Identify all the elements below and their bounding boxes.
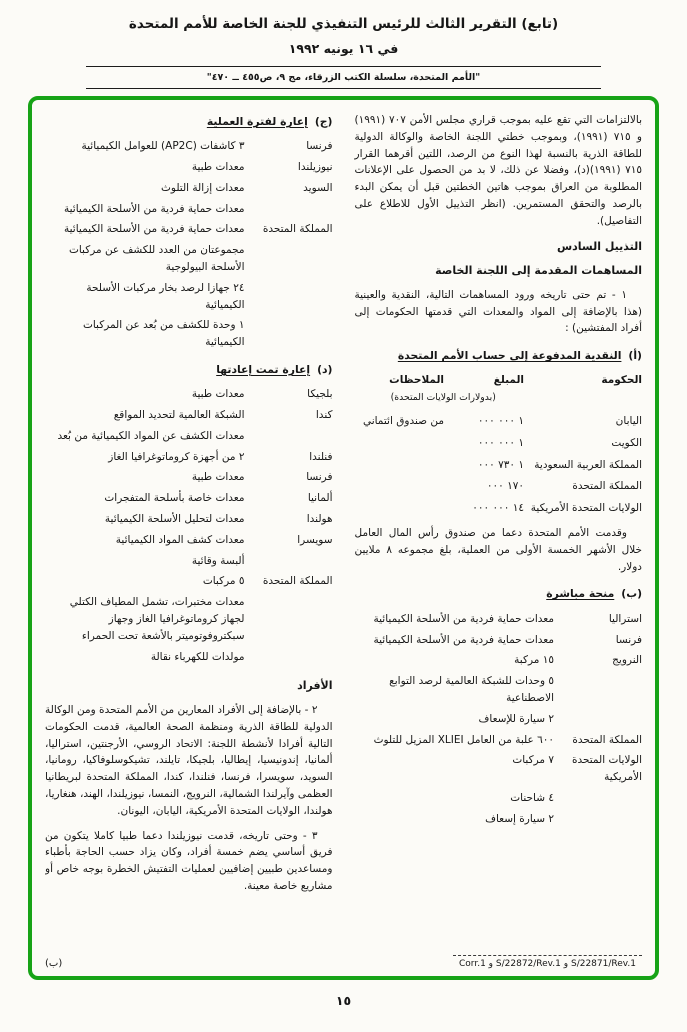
item-description: ١٥ مركبة — [514, 654, 554, 667]
returned-item — [45, 490, 333, 507]
table-row — [355, 500, 643, 517]
returned-item — [45, 428, 333, 445]
direct-grant-list — [355, 611, 643, 828]
item-description: مولدات للكهرباء نقالة — [150, 650, 245, 663]
country-label — [245, 649, 333, 666]
country-label — [245, 201, 333, 218]
item-description: معدات حماية فردية من الأسلحة الكيميائية — [64, 202, 245, 215]
amount-cell: ١ ٠٠٠ ٠٠٠ — [477, 436, 524, 449]
section-c-heading — [45, 113, 333, 130]
item-description: ٢ سيارة للإسعاف — [478, 712, 554, 725]
note-cell — [355, 478, 445, 495]
returned-item — [45, 553, 333, 570]
government-cell: اليابان — [615, 415, 642, 428]
document-header — [0, 0, 687, 89]
header-divider-bottom — [86, 88, 601, 89]
amount-cell: ١٧٠ ٠٠٠ — [486, 480, 524, 493]
item-description: معدات لتحليل الأسلحة الكيميائية — [104, 513, 245, 526]
section-b-heading — [355, 585, 643, 602]
country-label: النرويج — [612, 654, 642, 667]
government-cell: المملكة المتحدة — [572, 480, 642, 493]
item-description: ٥ مركبات — [202, 575, 245, 588]
table-row — [355, 478, 643, 495]
returned-item — [45, 649, 333, 666]
country-label: بلجيكا — [307, 388, 333, 401]
amount-cell: ١ ٧٣٠ ٠٠٠ — [477, 458, 524, 471]
loan-item — [45, 201, 333, 218]
item-description: معدات حماية فردية من الأسلحة الكيميائية — [373, 612, 554, 625]
returned-item — [45, 386, 333, 403]
item-description: ألبسة وقائية — [191, 554, 245, 567]
note-cell: من صندوق ائتماني — [362, 415, 444, 428]
personnel-heading: الأفراد — [297, 679, 333, 693]
footnote-row — [45, 951, 642, 969]
returned-item — [45, 532, 333, 549]
item-description: ٢ سيارة إسعاف — [485, 812, 554, 825]
page-number: ١٥ — [335, 993, 352, 1008]
loan-for-operation-list — [45, 138, 333, 351]
grant-item — [355, 732, 643, 749]
green-highlight-frame — [28, 96, 659, 980]
grant-item — [355, 611, 643, 628]
section-d-heading — [45, 361, 333, 378]
note-cell — [355, 500, 445, 517]
grant-item — [355, 811, 643, 828]
country-label: كندا — [315, 409, 333, 422]
source-citation: "الأمم المتحدة، سلسلة الكتب الزرقاء، مج ٩، ص٤٥٥ ــ ٤٧٠" — [206, 72, 481, 83]
table-header-row — [355, 372, 643, 389]
contributions-heading: المساهمات المقدمة إلى اللجنة الخاصة — [435, 264, 642, 278]
paragraph-3: ٣ - وحتى تاريخه، قدمت نيوزيلندا دعما طبيا كاملا يتكون من فريق أساسي يضم خمسة أفراد، وكان يزاد حسب الحاجة بأطباء ومساعدين طبيين إضافيين لعمليات التفتيش الخطرة بوجه خاص أو مشاريع خاصة معينة. — [45, 829, 333, 893]
returned-loans-list — [45, 386, 333, 665]
item-description: معدات طبية — [191, 471, 245, 484]
returned-item — [45, 407, 333, 424]
loan-item — [45, 280, 333, 314]
loan-item — [45, 317, 333, 351]
table-row — [355, 457, 643, 474]
country-label — [554, 811, 642, 828]
country-label: الولايات المتحدة الأمريكية — [571, 754, 642, 784]
section-d-title: إعارة تمت إعادتها — [216, 363, 311, 377]
appendix-heading: التذييل السادس — [556, 239, 642, 253]
country-label — [554, 673, 642, 707]
left-column — [45, 112, 333, 951]
section-a-heading — [355, 347, 643, 364]
loan-item — [45, 221, 333, 238]
section-d-marker: (د) — [317, 363, 333, 377]
footnote-references: S/22871/Rev.1 و S/22872/Rev.1 و Corr.1 — [453, 955, 642, 969]
country-label — [245, 553, 333, 570]
working-capital-paragraph: وقدمت الأمم المتحدة دعما من صندوق رأس المال العامل خلال الأشهر الخمسة الأولى من العملية، بلغ مجموعه ٨ ملايين دولار. — [354, 527, 642, 573]
country-label: ألمانيا — [307, 492, 333, 505]
country-label: هولندا — [306, 513, 333, 526]
paragraph-2: ٢ - بالإضافة إلى الأفراد المعارين من الأمم المتحدة ومن الوكالة الدولية للطاقة الذرية ومنظمة الصحة العالمية، قدمت الحكومات التالية أفرادا لأنشطة اللجنة: الاتحاد الروسي، الأرجنتين، استراليا، ألمانيا، إندونيسيا، إيطاليا، بلجيكا، تايلند، تشيكوسلوفاكيا، رومانيا، السويد، سويسرا، فرنسا، فنلندا، كندا، المملكة المتحدة لبريطانيا العظمى وآيرلندا الشمالية، النرويج، النمسا، نيوزيلندا، الهند، هنغاريا، هولندا، الولايات المتحدة الأمريكية، اليابان، اليونان. — [45, 704, 333, 817]
right-column — [355, 112, 643, 951]
country-label: المملكة المتحدة — [572, 733, 642, 746]
item-description: ٦٠٠ علبة من العامل XLIEI المزيل للتلوث — [373, 733, 554, 746]
grant-item — [355, 652, 643, 669]
country-label — [245, 242, 333, 276]
document-title: (تابع) التقرير الثالث للرئيس التنفيذي للجنة الخاصة للأمم المتحدة — [128, 16, 559, 32]
loan-item — [45, 138, 333, 155]
returned-item — [45, 469, 333, 486]
item-description: معدات مختبرات، تشمل المطياف الكتلي لجهاز كروماتوغرافيا الغاز وجهاز سبكتروفوتوميتر بالأشعة تحت الحمراء — [69, 596, 245, 642]
country-label: المملكة المتحدة — [262, 223, 333, 236]
item-description: معدات حماية فردية من الأسلحة الكيميائية — [64, 223, 245, 236]
section-c-marker: (ج) — [314, 115, 333, 128]
country-label: استراليا — [608, 612, 642, 625]
cash-contributions-table — [355, 372, 643, 517]
country-label: فرنسا — [306, 471, 333, 484]
note-cell — [355, 457, 445, 474]
paragraph-1: ١ - تم حتى تاريخه ورود المساهمات التالية، النقدية والعينية (هذا بالإضافة إلى المواد والمعدات التي قدمتها الحكومات إلى أفراد المفتشين) : — [354, 288, 642, 335]
note-cell — [355, 435, 445, 452]
item-description: معدات خاصة بأسلحة المتفجرات — [104, 492, 245, 505]
country-label: سويسرا — [297, 533, 333, 546]
country-label — [245, 280, 333, 314]
item-description: ٤ شاحنات — [510, 791, 554, 804]
returned-item — [45, 449, 333, 466]
loan-item — [45, 159, 333, 176]
country-label: فرنسا — [306, 140, 333, 153]
document-date: في ١٦ يونيه ١٩٩٢ — [288, 41, 399, 56]
item-description: ٢ من أجهزة كروماتوغرافيا الغاز — [108, 450, 245, 463]
grant-item — [355, 790, 643, 807]
grant-item — [355, 632, 643, 649]
column-header-notes: الملاحظات — [389, 374, 444, 387]
grant-item — [355, 673, 643, 707]
grant-item — [355, 711, 643, 728]
country-label — [245, 594, 333, 644]
two-column-layout — [45, 112, 642, 951]
item-description: معدات إزالة التلوث — [161, 181, 245, 194]
item-description: معدات الكشف عن المواد الكيميائية من بُعد — [57, 429, 245, 442]
item-description: معدات طبية — [191, 161, 245, 174]
item-description: معدات حماية فردية من الأسلحة الكيميائية — [373, 633, 554, 646]
government-cell: الكويت — [611, 436, 642, 449]
amount-cell: ١ ٠٠٠ ٠٠٠ — [477, 415, 524, 428]
footnote-marker: (ب) — [45, 958, 63, 969]
item-description: معدات كشف المواد الكيميائية — [115, 533, 245, 546]
section-b-marker: (ب) — [621, 587, 642, 601]
returned-item — [45, 573, 333, 590]
section-b-title: منحة مباشرة — [546, 587, 615, 601]
item-description: ٣ كاشفات (AP2C) للعوامل الكيميائية — [81, 140, 245, 153]
table-row — [355, 413, 643, 430]
section-a-marker: (أ) — [628, 349, 642, 363]
section-c-title: إعارة لفترة العملية — [206, 115, 308, 128]
amount-cell: ١٤ ٠٠٠ ٠٠٠ — [472, 502, 524, 515]
column-header-amount: المبلغ — [493, 374, 524, 387]
item-description: ٢٤ جهازا لرصد بخار مركبات الأسلحة الكيميائية — [86, 281, 245, 311]
item-description: ١ وحدة للكشف من بُعد عن المركبات الكيميائية — [82, 319, 245, 349]
government-cell: الولايات المتحدة الأمريكية — [530, 502, 642, 515]
returned-item — [45, 511, 333, 528]
item-description: معدات طبية — [191, 388, 245, 401]
section-a-title: النقدية المدفوعة إلى حساب الأمم المتحدة — [397, 349, 622, 363]
loan-item — [45, 242, 333, 276]
item-description: ٥ وحدات للشبكة العالمية لرصد التوابع الاصطناعية — [389, 675, 554, 704]
country-label: فنلندا — [309, 450, 333, 463]
returned-item — [45, 594, 333, 644]
grant-item — [355, 752, 643, 786]
country-label: السويد — [303, 181, 333, 194]
country-label: المملكة المتحدة — [262, 575, 333, 588]
country-label — [245, 428, 333, 445]
government-cell: المملكة العربية السعودية — [534, 458, 642, 471]
item-description: مجموعتان من العدد للكشف عن مركبات الأسلحة البيولوجية — [68, 244, 245, 274]
header-divider-top — [86, 66, 601, 67]
country-label: فرنسا — [615, 633, 642, 646]
loan-item — [45, 180, 333, 197]
column-header-government: الحكومة — [601, 374, 642, 387]
intro-paragraph: بالالتزامات التي تقع عليه بموجب قراري مجلس الأمن ٧٠٧ (١٩٩١) و ٧١٥ (١٩٩١)، وبموجب خطتي اللجنة الخاصة والوكالة الدولية للطاقة الذرية بالنسبة لهذا النوع من الرصد، اللتين أقرهما القرار ٧١٥ (١٩٩١)(د)، وفضلا عن ذلك، لا بد من الحصول على الإعلانات المطلوبة من العراق بموجب هاتين الخطتين قبل أن يمكن البدء بالرصد والتحقق المستمرين. (انظر التذييل الأول للاطلاع على التفاصيل). — [354, 114, 642, 227]
currency-note: (بدولارات الولايات المتحدة) — [390, 392, 496, 404]
item-description: ٧ مركبات — [512, 754, 554, 767]
table-row — [355, 435, 643, 452]
country-label — [245, 317, 333, 351]
country-label — [554, 790, 642, 807]
country-label — [554, 711, 642, 728]
item-description: الشبكة العالمية لتحديد المواقع — [113, 409, 245, 422]
country-label: نيوزيلندا — [297, 161, 333, 174]
